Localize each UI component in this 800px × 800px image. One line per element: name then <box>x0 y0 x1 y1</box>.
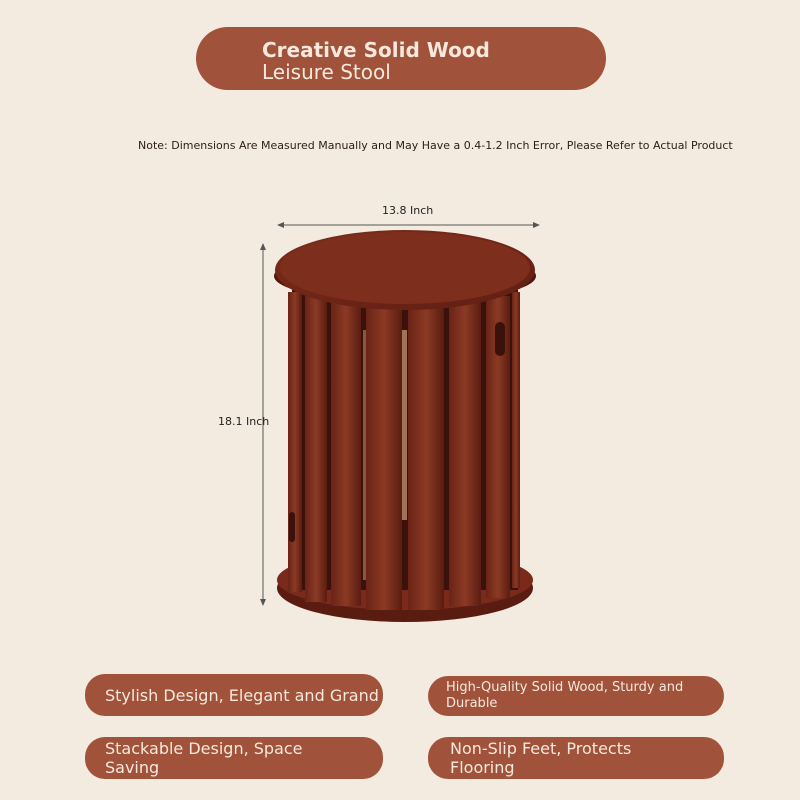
feature-label: Stylish Design, Elegant and Grand <box>105 685 379 705</box>
feature-pill-stylish <box>85 674 383 716</box>
width-dimension-arrow <box>277 222 540 228</box>
feature-label: Stackable Design, Space Saving <box>105 739 303 777</box>
feature-label: Non-Slip Feet, Protects Flooring <box>450 739 632 777</box>
height-label: 18.1 Inch <box>218 415 270 428</box>
feature-label: High-Quality Solid Wood, Sturdy and Durable <box>446 680 684 711</box>
feature-pill-non-slip <box>428 737 724 779</box>
width-label: 13.8 Inch <box>382 204 434 217</box>
title-line-2: Leisure Stool <box>262 60 391 84</box>
dimension-note: Note: Dimensions Are Measured Manually and May Have a 0.4-1.2 Inch Error, Please Refer to Actual Product <box>138 139 733 152</box>
feature-pill-solid-wood <box>428 676 724 716</box>
feature-pill-stackable <box>85 737 383 779</box>
title-line-1: Creative Solid Wood <box>262 38 490 62</box>
